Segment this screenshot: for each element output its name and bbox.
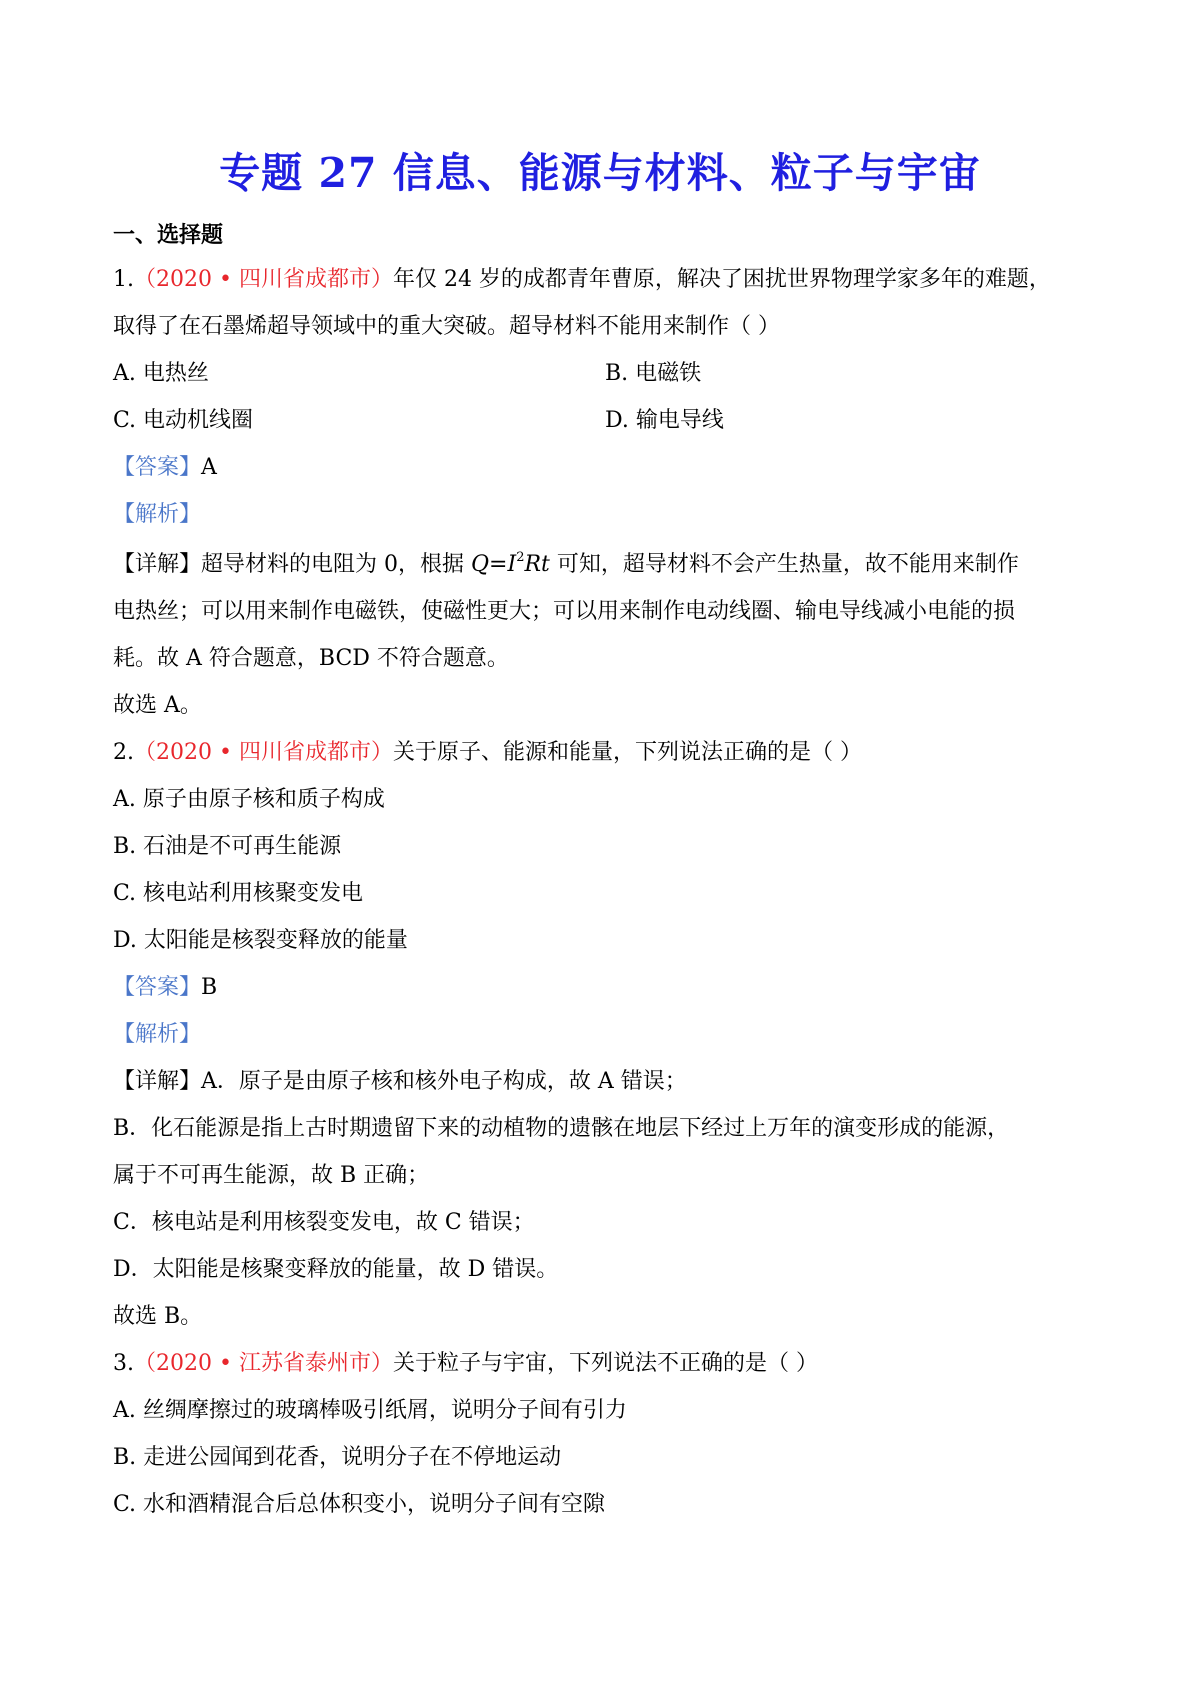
q3-option-c: C. 水和酒精混合后总体积变小，说明分子间有空隙: [113, 1492, 606, 1517]
q3-option-a: A. 丝绸摩擦过的玻璃棒吸引纸屑，说明分子间有引力: [113, 1398, 627, 1423]
q2-detail-3: 属于不可再生能源，故 B 正确；: [113, 1163, 430, 1188]
q2-answer-tag: 【答案】: [113, 975, 202, 1000]
q1-stem-2: 取得了在石墨烯超导领域中的重大突破。超导材料不能用来制作（ ）: [113, 314, 780, 339]
q1-answer: A: [201, 455, 217, 480]
q3-source: （2020 • 江苏省泰州市）: [134, 1351, 393, 1376]
q3-stem-line: [113, 1350, 818, 1378]
q1-stem-line-1: [113, 266, 1051, 294]
q1-detail-line-1: [113, 551, 1019, 579]
q2-option-b: B. 石油是不可再生能源: [113, 834, 342, 859]
q2-detail-1: 【详解】A．原子是由原子核和核外电子构成，故 A 错误；: [113, 1069, 687, 1094]
q2-analysis-tag: 【解析】: [113, 1022, 202, 1047]
section-heading: 一、选择题: [113, 223, 224, 248]
q3-number: 3.: [113, 1351, 134, 1376]
q2-conclusion: 故选 B。: [113, 1304, 203, 1329]
q3-option-b: B. 走进公园闻到花香，说明分子在不停地运动: [113, 1445, 562, 1470]
q2-detail-4: C．核电站是利用核裂变发电，故 C 错误；: [113, 1210, 535, 1235]
page-title: 专题 27 信息、能源与材料、粒子与宇宙: [219, 149, 981, 197]
q3-stem: 关于粒子与宇宙，下列说法不正确的是（ ）: [392, 1351, 818, 1376]
q1-answer-tag: 【答案】: [113, 455, 202, 480]
formula-i: I: [507, 552, 517, 577]
q2-option-d: D. 太阳能是核裂变释放的能量: [113, 928, 408, 953]
q1-detail-3: 耗。故 A 符合题意，BCD 不符合题意。: [113, 646, 509, 671]
formula-equals: =: [489, 552, 508, 577]
q1-answer-line: [113, 454, 217, 482]
formula-exponent: 2: [516, 550, 525, 565]
q2-option-c: C. 核电站利用核聚变发电: [113, 881, 364, 906]
q2-detail-2: B．化石能源是指上古时期遗留下来的动植物的遗骸在地层下经过上万年的演变形成的能源，: [113, 1116, 1010, 1141]
q1-option-a: A. 电热丝: [113, 361, 209, 386]
q1-source: （2020 • 四川省成都市）: [134, 267, 393, 292]
q2-source: （2020 • 四川省成都市）: [134, 740, 393, 765]
q1-detail-1a: 【详解】超导材料的电阻为 0，根据: [113, 552, 471, 577]
q1-analysis-tag: 【解析】: [113, 502, 202, 527]
q2-number: 2.: [113, 740, 134, 765]
q1-option-d: D. 输电导线: [605, 408, 724, 433]
q1-stem-1: 年仅 24 岁的成都青年曹原，解决了困扰世界物理学家多年的难题，: [392, 267, 1051, 292]
formula-rt: Rt: [524, 552, 550, 577]
q1-option-b: B. 电磁铁: [605, 361, 702, 386]
q2-option-a: A. 原子由原子核和质子构成: [113, 787, 385, 812]
formula-q: Q: [471, 552, 490, 577]
q2-detail-5: D．太阳能是核聚变释放的能量，故 D 错误。: [113, 1257, 559, 1282]
q1-detail-2: 电热丝；可以用来制作电磁铁，使磁性更大；可以用来制作电动线圈、输电导线减小电能的损: [113, 599, 1016, 624]
q1-conclusion: 故选 A。: [113, 693, 202, 718]
q2-answer-line: [113, 974, 217, 1002]
q1-number: 1.: [113, 267, 134, 292]
q2-answer: B: [201, 975, 218, 1000]
q2-stem: 关于原子、能源和能量，下列说法正确的是（ ）: [392, 740, 862, 765]
q1-detail-1b: 可知，超导材料不会产生热量，故不能用来制作: [549, 552, 1019, 577]
q2-stem-line: [113, 739, 862, 767]
q1-option-c: C. 电动机线圈: [113, 408, 254, 433]
